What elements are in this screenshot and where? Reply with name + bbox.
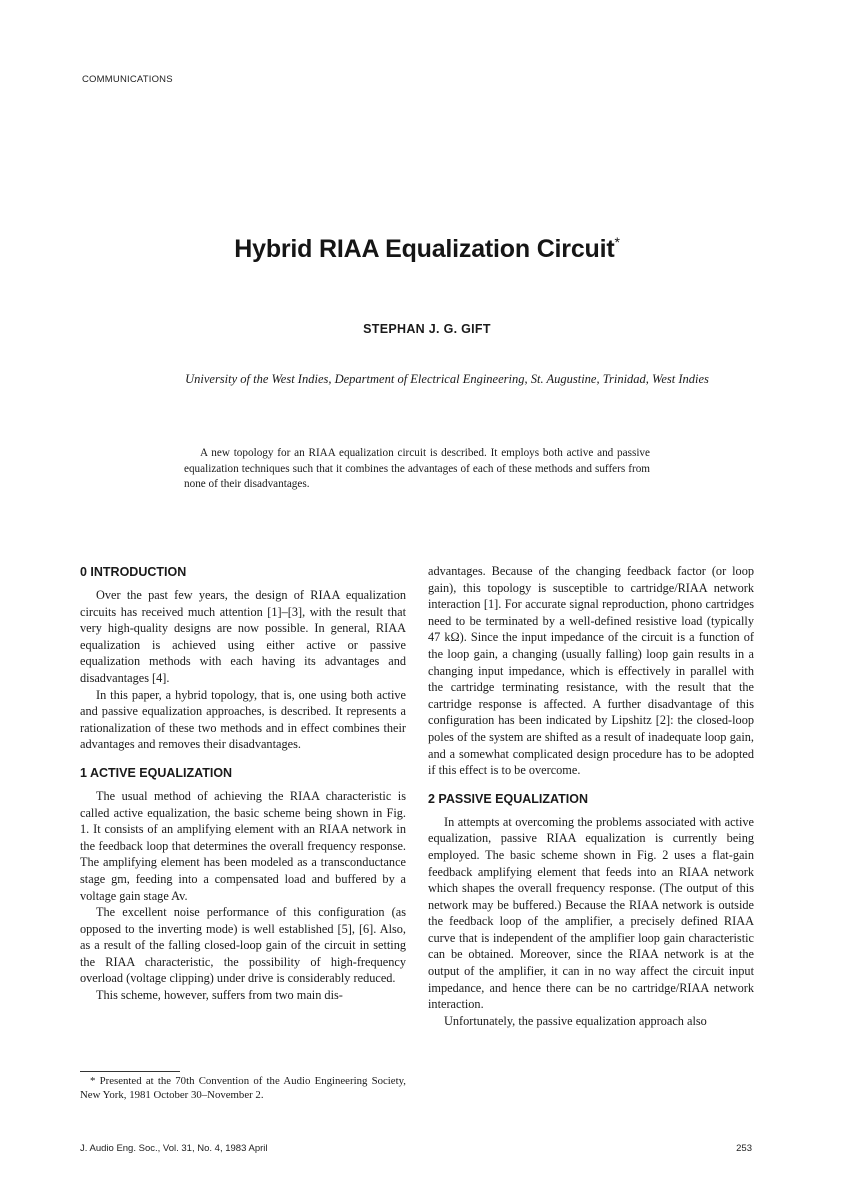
left-column: [80, 563, 406, 1004]
title-text: Hybrid RIAA Equalization Circuit: [234, 235, 615, 263]
section-heading-passive-equalization: 2 PASSIVE EQUALIZATION: [428, 791, 588, 806]
paper-title: [0, 234, 854, 264]
right-column: [428, 563, 754, 1029]
title-footnote-mark: *: [614, 234, 620, 250]
author-affiliation: University of the West Indies, Department of Electrical Engineering, St. Augustine, Trinidad, West Indies: [185, 372, 709, 386]
passive-paragraph-1: In attempts at overcoming the problems associated with active equalization, passive RIAA equalization is currently being employed. The basic scheme shown in Fig. 2 uses a flat-gain feedback amplifying element that feeds into an RIAA network which shapes the overall frequency response. (The output of this network may be buffered.) Because the RIAA network is outside the feedback loop of the amplifier, a precisely defined RIAA curve that is independent of the amplifier loop gain characteristic can be obtained. Moreover, since the RIAA network is at the output of the amplifier, it can in no way affect the circuit input impedance, and hence there can be no cartridge/RIAA network interaction.: [428, 814, 754, 1012]
journal-citation: J. Audio Eng. Soc., Vol. 31, No. 4, 1983 April: [80, 1143, 268, 1154]
active-paragraph-2: The excellent noise performance of this configuration (as opposed to the inverting mode) is well established [5], [6]. Also, as a result of the falling closed-loop gain of the circuit in setting the RIAA characteristic, the possibility of high-frequency overload (voltage clipping) under drive is considerably reduced.: [80, 905, 406, 986]
active-paragraph-1: The usual method of achieving the RIAA characteristic is called active equalization, the basic scheme being shown in Fig. 1. It consists of an amplifying element with an RIAA network in the feedback loop that determines the overall frequency response. The amplifying element has been modeled as a transconductance stage gm, feeding into a compensated load and buffered by a voltage gain stage Av.: [80, 788, 406, 903]
footnote: * Presented at the 70th Convention of the Audio Engineering Society, New York, 1981 October 30–November 2.: [80, 1075, 406, 1101]
footnote-divider: [80, 1071, 180, 1072]
section-heading-active-equalization: 1 ACTIVE EQUALIZATION: [80, 765, 233, 780]
page-number: 253: [736, 1143, 752, 1154]
running-head: COMMUNICATIONS: [82, 74, 173, 85]
author-name: STEPHAN J. G. GIFT: [363, 322, 491, 336]
active-paragraph-3-continued: advantages. Because of the changing feedback factor (or loop gain), this topology is susceptible to cartridge/RIAA network interaction [1]. For accurate signal reproduction, phono cartridges need to be terminated by a well-defined resistive load (typically 47 kΩ). Since the input impedance of the circuit is a function of the loop gain, a changing (usually falling) loop gain results in a changing input impedance, which is effectively in parallel with the cartridge terminating resistance, with the result that the cartridge response is affected. A further disadvantage of this configuration has been indicated by Lipshitz [2]: the closed-loop poles of the system are shifted as a result of inadequate loop gain, and a somewhat complicated design procedure has to be adopted if this effect is to be overcome.: [428, 564, 754, 778]
passive-paragraph-2: Unfortunately, the passive equalization approach also: [444, 1013, 707, 1028]
abstract: A new topology for an RIAA equalization circuit is described. It employs both active and passive equalization techniques such that it combines the advantages of each of these methods and suffers from none of their disadvantages.: [184, 447, 650, 490]
intro-paragraph-2: In this paper, a hybrid topology, that is, one using both active and passive equalization approaches, is described. It represents a rationalization of these two methods and in effect combines their advantages and removes their disadvantages.: [80, 687, 406, 752]
active-paragraph-3: This scheme, however, suffers from two main dis-: [96, 988, 343, 1003]
intro-paragraph-1: Over the past few years, the design of RIAA equalization circuits has received much attention [1]–[3], with the result that very high-quality designs are now possible. In general, RIAA equalization is achieved using either active or passive equalization methods with each having its advantages and disadvantages [4].: [80, 588, 406, 685]
section-heading-introduction: 0 INTRODUCTION: [80, 565, 187, 579]
